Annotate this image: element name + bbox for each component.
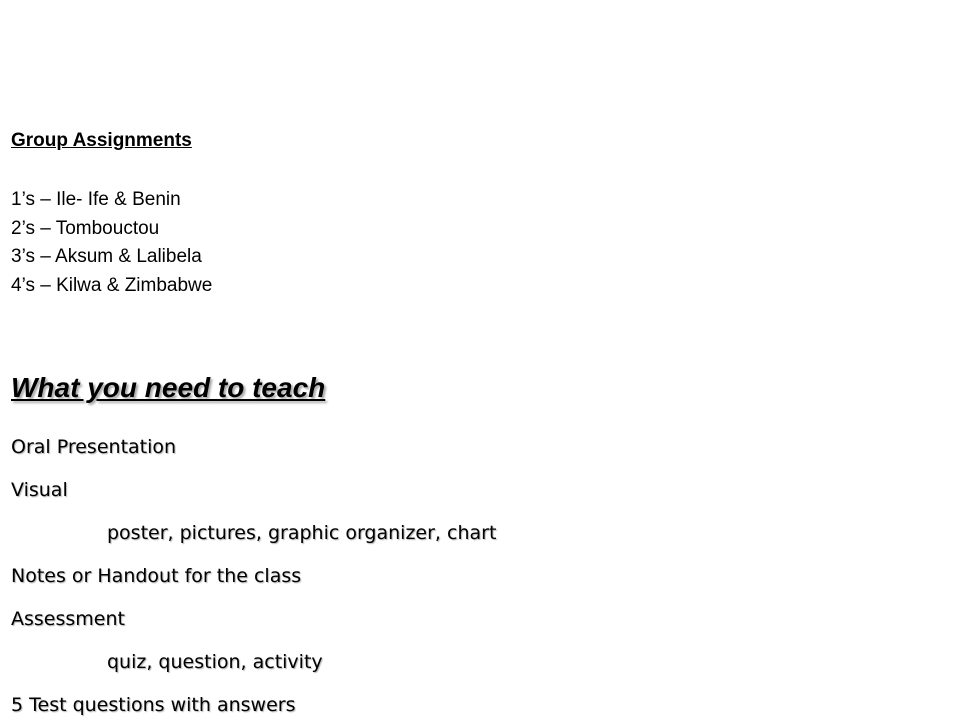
requirement-assessment-detail: quiz, question, activity: [107, 651, 323, 673]
requirement-notes-handout: Notes or Handout for the class: [11, 565, 302, 587]
group-assignment-item: 4’s – Kilwa & Zimbabwe: [11, 274, 213, 296]
requirement-visual-detail: poster, pictures, graphic organizer, chart: [107, 522, 497, 544]
group-assignment-item: 3’s – Aksum & Lalibela: [11, 246, 202, 267]
requirement-visual: Visual: [11, 479, 68, 501]
teach-heading: What you need to teach: [11, 372, 326, 403]
teach-requirements-list: [11, 426, 496, 727]
group-assignment-item: 2’s – Tombouctou: [11, 217, 160, 239]
requirement-oral-presentation: Oral Presentation: [11, 436, 177, 458]
group-assignments-list: [11, 186, 212, 300]
requirement-assessment: Assessment: [11, 608, 125, 630]
requirement-test-questions: 5 Test questions with answers: [11, 694, 296, 716]
group-assignments-title: Group Assignments: [11, 130, 192, 151]
group-assignment-item: 1’s – Ile- Ife & Benin: [11, 189, 181, 210]
